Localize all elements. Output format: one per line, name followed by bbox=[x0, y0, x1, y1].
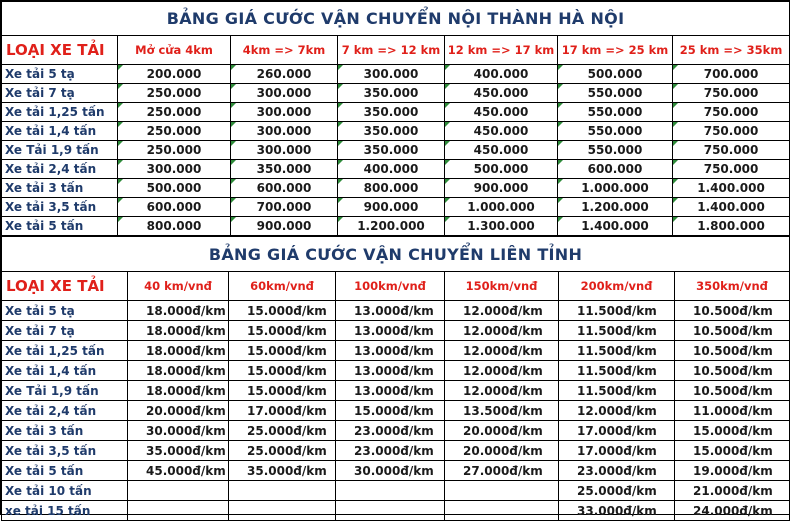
price-cell: 300.000 bbox=[231, 103, 338, 122]
price-cell: 500.000 bbox=[445, 160, 558, 179]
price-cell: 10.500đ/km bbox=[675, 361, 790, 381]
price-cell: 300.000 bbox=[118, 160, 231, 179]
vehicle-type-cell: Xe tải 1,25 tấn bbox=[2, 103, 118, 122]
price-cell bbox=[336, 481, 445, 501]
price-cell: 900.000 bbox=[231, 217, 338, 236]
inner-city-price-table bbox=[1, 1, 790, 236]
vehicle-type-cell: Xe Tải 1,9 tấn bbox=[2, 381, 128, 401]
price-cell: 350.000 bbox=[338, 141, 445, 160]
price-cell: 1.300.000 bbox=[445, 217, 558, 236]
vehicle-type-cell: Xe tải 3,5 tấn bbox=[2, 198, 118, 217]
price-cell: 17.000đ/km bbox=[229, 401, 336, 421]
distance-header: 200km/vnđ bbox=[559, 272, 675, 301]
vehicle-type-header: LOẠI XE TẢI bbox=[2, 36, 118, 65]
distance-header: 17 km => 25 km bbox=[558, 36, 673, 65]
vehicle-type-cell: Xe tải 5 tấn bbox=[2, 461, 128, 481]
distance-header: 40 km/vnđ bbox=[128, 272, 229, 301]
table-row bbox=[2, 301, 790, 321]
price-cell: 350.000 bbox=[338, 103, 445, 122]
table-row bbox=[2, 401, 790, 421]
price-cell: 35.000đ/km bbox=[128, 441, 229, 461]
price-cell: 15.000đ/km bbox=[229, 381, 336, 401]
price-cell: 1.000.000 bbox=[558, 179, 673, 198]
price-cell: 260.000 bbox=[231, 65, 338, 84]
price-cell: 23.000đ/km bbox=[559, 461, 675, 481]
price-cell: 450.000 bbox=[445, 84, 558, 103]
price-cell: 12.000đ/km bbox=[445, 361, 559, 381]
distance-header: 4km => 7km bbox=[231, 36, 338, 65]
price-cell: 12.000đ/km bbox=[445, 341, 559, 361]
vehicle-type-cell: Xe tải 3 tấn bbox=[2, 421, 128, 441]
inter-province-price-table bbox=[1, 236, 790, 521]
table-row bbox=[2, 361, 790, 381]
price-cell: 1.200.000 bbox=[338, 217, 445, 236]
price-cell: 45.000đ/km bbox=[128, 461, 229, 481]
price-cell: 12.000đ/km bbox=[445, 301, 559, 321]
table-row bbox=[2, 122, 790, 141]
table-row bbox=[2, 441, 790, 461]
inner-city-table-title: BẢNG GIÁ CƯỚC VẬN CHUYỂN NỘI THÀNH HÀ NỘI bbox=[2, 2, 790, 36]
vehicle-type-cell: Xe tải 3,5 tấn bbox=[2, 441, 128, 461]
table-row bbox=[2, 501, 790, 521]
price-cell: 550.000 bbox=[558, 141, 673, 160]
price-cell: 11.500đ/km bbox=[559, 361, 675, 381]
price-cell: 10.500đ/km bbox=[675, 321, 790, 341]
table-row bbox=[2, 217, 790, 236]
price-cell: 1.800.000 bbox=[673, 217, 790, 236]
distance-header: 7 km => 12 km bbox=[338, 36, 445, 65]
price-cell: 17.000đ/km bbox=[559, 421, 675, 441]
price-cell: 250.000 bbox=[118, 122, 231, 141]
price-cell: 550.000 bbox=[558, 122, 673, 141]
price-cell: 15.000đ/km bbox=[229, 361, 336, 381]
price-cell: 12.000đ/km bbox=[445, 381, 559, 401]
distance-header: 25 km => 35km bbox=[673, 36, 790, 65]
vehicle-type-header: LOẠI XE TẢI bbox=[2, 272, 128, 301]
price-cell: 750.000 bbox=[673, 84, 790, 103]
vehicle-type-cell: Xe tải 1,4 tấn bbox=[2, 122, 118, 141]
distance-header: Mở cửa 4km bbox=[118, 36, 231, 65]
price-cell: 300.000 bbox=[231, 141, 338, 160]
price-cell: 550.000 bbox=[558, 84, 673, 103]
price-cell: 300.000 bbox=[338, 65, 445, 84]
price-cell: 12.000đ/km bbox=[445, 321, 559, 341]
price-cell: 550.000 bbox=[558, 103, 673, 122]
vehicle-type-cell: Xe tải 7 tạ bbox=[2, 84, 118, 103]
price-cell: 500.000 bbox=[118, 179, 231, 198]
price-cell: 13.000đ/km bbox=[336, 341, 445, 361]
price-cell: 13.000đ/km bbox=[336, 301, 445, 321]
price-cell: 27.000đ/km bbox=[445, 461, 559, 481]
distance-header: 60km/vnđ bbox=[229, 272, 336, 301]
table-row bbox=[2, 65, 790, 84]
price-cell: 25.000đ/km bbox=[559, 481, 675, 501]
price-cell: 600.000 bbox=[558, 160, 673, 179]
table-row bbox=[2, 84, 790, 103]
price-cell: 450.000 bbox=[445, 141, 558, 160]
price-cell: 11.500đ/km bbox=[559, 381, 675, 401]
table-row bbox=[2, 160, 790, 179]
price-cell: 1.400.000 bbox=[673, 179, 790, 198]
price-cell: 750.000 bbox=[673, 160, 790, 179]
price-cell: 18.000đ/km bbox=[128, 301, 229, 321]
vehicle-type-cell: Xe tải 2,4 tấn bbox=[2, 401, 128, 421]
price-cell: 350.000 bbox=[231, 160, 338, 179]
price-cell: 13.000đ/km bbox=[336, 361, 445, 381]
price-cell: 19.000đ/km bbox=[675, 461, 790, 481]
price-cell: 20.000đ/km bbox=[445, 441, 559, 461]
price-cell: 20.000đ/km bbox=[445, 421, 559, 441]
price-cell: 800.000 bbox=[118, 217, 231, 236]
inter-province-table-title: BẢNG GIÁ CƯỚC VẬN CHUYỂN LIÊN TỈNH bbox=[2, 237, 790, 272]
price-cell: 23.000đ/km bbox=[336, 421, 445, 441]
price-cell: 800.000 bbox=[338, 179, 445, 198]
table-row bbox=[2, 461, 790, 481]
vehicle-type-cell: Xe tải 1,25 tấn bbox=[2, 341, 128, 361]
price-cell: 20.000đ/km bbox=[128, 401, 229, 421]
price-cell: 750.000 bbox=[673, 141, 790, 160]
price-cell: 21.000đ/km bbox=[675, 481, 790, 501]
table-row bbox=[2, 421, 790, 441]
table-row bbox=[2, 341, 790, 361]
price-cell: 600.000 bbox=[231, 179, 338, 198]
price-cell: 1.400.000 bbox=[558, 217, 673, 236]
price-cell bbox=[445, 481, 559, 501]
price-cell: 15.000đ/km bbox=[336, 401, 445, 421]
vehicle-type-cell: xe tải 15 tấn bbox=[2, 501, 128, 521]
table-row bbox=[2, 381, 790, 401]
price-cell: 17.000đ/km bbox=[559, 441, 675, 461]
price-cell: 25.000đ/km bbox=[229, 441, 336, 461]
price-cell: 400.000 bbox=[338, 160, 445, 179]
price-cell: 900.000 bbox=[338, 198, 445, 217]
price-cell bbox=[128, 481, 229, 501]
price-cell bbox=[128, 501, 229, 521]
price-cell: 12.000đ/km bbox=[559, 401, 675, 421]
table-row bbox=[2, 321, 790, 341]
price-cell: 15.000đ/km bbox=[675, 421, 790, 441]
vehicle-type-cell: Xe tải 5 tấn bbox=[2, 217, 118, 236]
price-cell bbox=[229, 481, 336, 501]
table-row bbox=[2, 481, 790, 501]
price-cell: 33.000đ/km bbox=[559, 501, 675, 521]
price-cell: 450.000 bbox=[445, 103, 558, 122]
table-row bbox=[2, 141, 790, 160]
price-cell: 250.000 bbox=[118, 141, 231, 160]
price-cell: 700.000 bbox=[231, 198, 338, 217]
price-cell: 11.500đ/km bbox=[559, 301, 675, 321]
vehicle-type-cell: Xe tải 10 tấn bbox=[2, 481, 128, 501]
price-cell bbox=[229, 501, 336, 521]
price-cell: 10.500đ/km bbox=[675, 301, 790, 321]
price-cell: 18.000đ/km bbox=[128, 361, 229, 381]
price-cell: 750.000 bbox=[673, 103, 790, 122]
header-row bbox=[2, 36, 790, 65]
price-cell: 750.000 bbox=[673, 122, 790, 141]
distance-header: 12 km => 17 km bbox=[445, 36, 558, 65]
price-cell: 35.000đ/km bbox=[229, 461, 336, 481]
price-cell: 10.500đ/km bbox=[675, 341, 790, 361]
price-cell: 15.000đ/km bbox=[675, 441, 790, 461]
price-cell: 350.000 bbox=[338, 84, 445, 103]
price-cell: 24.000đ/km bbox=[675, 501, 790, 521]
price-cell: 900.000 bbox=[445, 179, 558, 198]
vehicle-type-cell: Xe tải 5 tạ bbox=[2, 301, 128, 321]
price-cell bbox=[336, 501, 445, 521]
price-cell: 15.000đ/km bbox=[229, 301, 336, 321]
price-cell bbox=[445, 501, 559, 521]
price-cell: 600.000 bbox=[118, 198, 231, 217]
price-cell: 450.000 bbox=[445, 122, 558, 141]
price-cell: 300.000 bbox=[231, 84, 338, 103]
table-row bbox=[2, 198, 790, 217]
price-cell: 18.000đ/km bbox=[128, 321, 229, 341]
price-cell: 25.000đ/km bbox=[229, 421, 336, 441]
price-cell: 15.000đ/km bbox=[229, 321, 336, 341]
vehicle-type-cell: Xe tải 2,4 tấn bbox=[2, 160, 118, 179]
price-cell: 30.000đ/km bbox=[336, 461, 445, 481]
price-cell: 700.000 bbox=[673, 65, 790, 84]
price-cell: 30.000đ/km bbox=[128, 421, 229, 441]
vehicle-type-cell: Xe tải 7 tạ bbox=[2, 321, 128, 341]
price-cell: 200.000 bbox=[118, 65, 231, 84]
price-cell: 250.000 bbox=[118, 103, 231, 122]
price-cell: 13.500đ/km bbox=[445, 401, 559, 421]
price-cell: 350.000 bbox=[338, 122, 445, 141]
distance-header: 350km/vnđ bbox=[675, 272, 790, 301]
table-row bbox=[2, 103, 790, 122]
price-cell: 10.500đ/km bbox=[675, 381, 790, 401]
vehicle-type-cell: Xe tải 3 tấn bbox=[2, 179, 118, 198]
price-cell: 11.000đ/km bbox=[675, 401, 790, 421]
price-cell: 11.500đ/km bbox=[559, 341, 675, 361]
price-cell: 1.400.000 bbox=[673, 198, 790, 217]
price-cell: 13.000đ/km bbox=[336, 321, 445, 341]
price-cell: 13.000đ/km bbox=[336, 381, 445, 401]
price-cell: 18.000đ/km bbox=[128, 341, 229, 361]
price-cell: 1.000.000 bbox=[445, 198, 558, 217]
price-cell: 18.000đ/km bbox=[128, 381, 229, 401]
vehicle-type-cell: Xe Tải 1,9 tấn bbox=[2, 141, 118, 160]
distance-header: 150km/vnđ bbox=[445, 272, 559, 301]
vehicle-type-cell: Xe tải 5 tạ bbox=[2, 65, 118, 84]
price-cell: 15.000đ/km bbox=[229, 341, 336, 361]
distance-header: 100km/vnđ bbox=[336, 272, 445, 301]
price-cell: 1.200.000 bbox=[558, 198, 673, 217]
price-cell: 300.000 bbox=[231, 122, 338, 141]
price-cell: 500.000 bbox=[558, 65, 673, 84]
vehicle-type-cell: Xe tải 1,4 tấn bbox=[2, 361, 128, 381]
price-cell: 400.000 bbox=[445, 65, 558, 84]
price-cell: 23.000đ/km bbox=[336, 441, 445, 461]
price-cell: 11.500đ/km bbox=[559, 321, 675, 341]
price-cell: 250.000 bbox=[118, 84, 231, 103]
table-row bbox=[2, 179, 790, 198]
header-row bbox=[2, 272, 790, 301]
